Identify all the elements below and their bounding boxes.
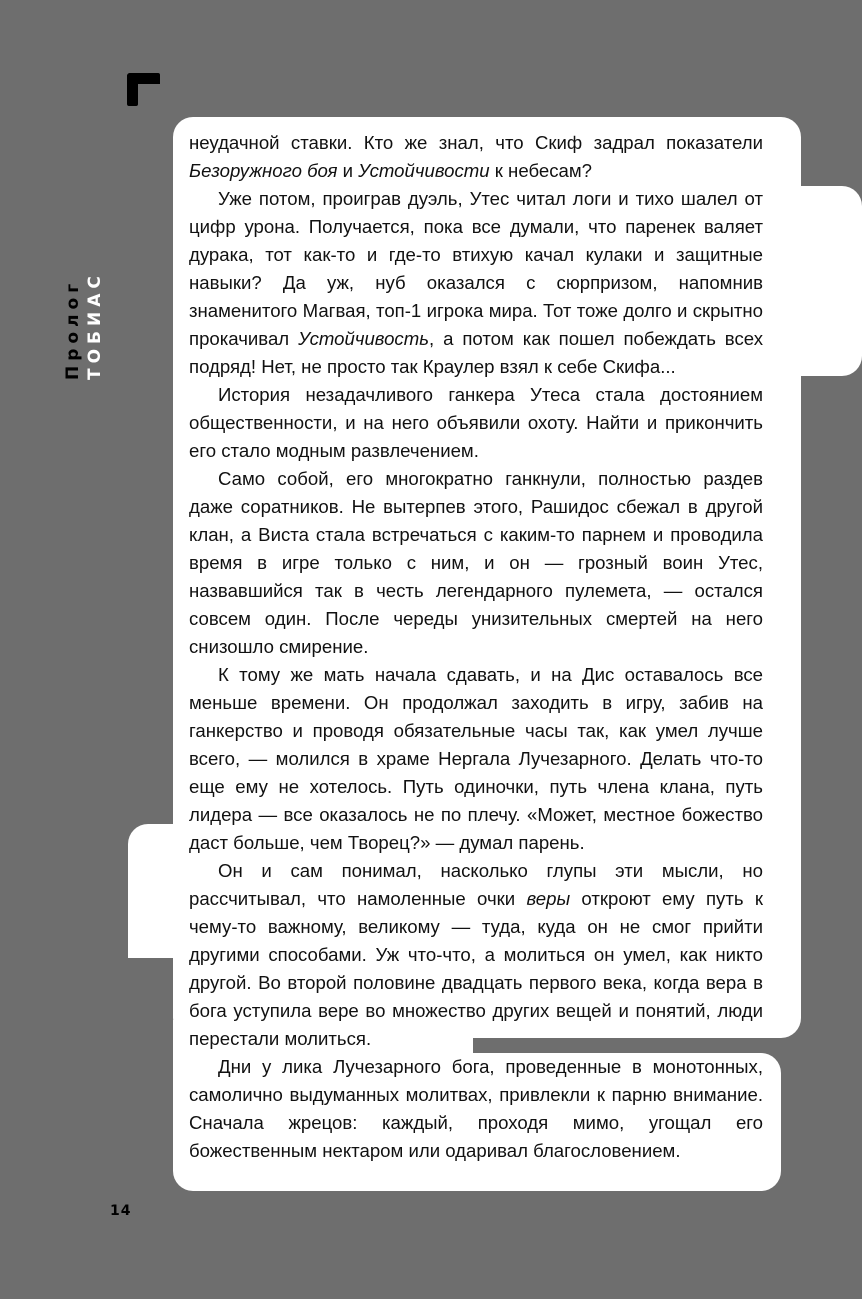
paragraph: Он и сам понимал, насколько глупы эти мысли, но рассчитывал, что намоленные очки веры откроют ему путь к чему-то важному, великому — туда, куда он не смог прийти другими способами. Уж что-что, а молиться он умел, как никто другой. Во второй половине двадцать первого века, когда вера в бога уступила вере во множество других вещей и понятий, люди перестали молиться. (189, 860, 763, 1049)
paragraph: неудачной ставки. Кто же знал, что Скиф задрал показатели Безоружного боя и Устойчивости к небесам? (189, 132, 763, 181)
paragraph: История незадачливого ганкера Утеса стала достоянием общественности, и на него объявили охоту. Найти и прикончить его стало модным развлечением. (189, 384, 763, 461)
text-panel-right-tab (780, 186, 862, 376)
paragraph: К тому же мать начала сдавать, и на Дис оставалось все меньше времени. Он продолжал заходить в игру, забив на ганкерство и проводя обязательные часы так, как умел лучше всего, — молился в храме Нергала Лучезарного. Делать что-то еще ему не хотелось. Путь одиночки, путь члена клана, путь лидера — все оказалось не по плечу. «Может, местное божество даст больше, чем Творец?» — думал парень. (189, 664, 763, 853)
corner-bracket-mark (127, 73, 160, 106)
paragraph: Дни у лика Лучезарного бога, проведенные в монотонных, самолично выдуманных молитвах, привлекли к парню внимание. Сначала жрецов: каждый, проходя мимо, угощал его божественным нектаром или одаривал благословением. (189, 1056, 763, 1161)
chapter-label: Пролог (63, 278, 83, 380)
paragraph: Уже потом, проиграв дуэль, Утес читал логи и тихо шалел от цифр урона. Получается, пока все думали, что паренек валяет дурака, тот как-то и где-то втихую качал кулаки и защитные навыки? Да уж, нуб оказался с сюрпризом, напомнив знаменитого Магвая, топ-1 игрока мира. Тот тоже долго и скрытно прокачивал Устойчивость, а потом как пошел побеждать всех подряд! Нет, не просто так Краулер взял к себе Скифа... (189, 188, 763, 377)
paragraph: Само собой, его многократно ганкнули, полностью раздев даже соратников. Не вытерпев этого, Рашидос сбежал в другой клан, а Виста стала встречаться с каким-то парнем и проводила время в игре только с ним, и он — грозный воин Утес, назвавшийся так в честь легендарного пулемета, — остался совсем один. После череды унизительных смертей на него снизошло смирение. (189, 468, 763, 657)
chapter-name: ТОБИАС (85, 271, 105, 380)
body-text (189, 129, 763, 1165)
page-number: 14 (110, 1203, 132, 1219)
chapter-side-title (62, 250, 112, 380)
